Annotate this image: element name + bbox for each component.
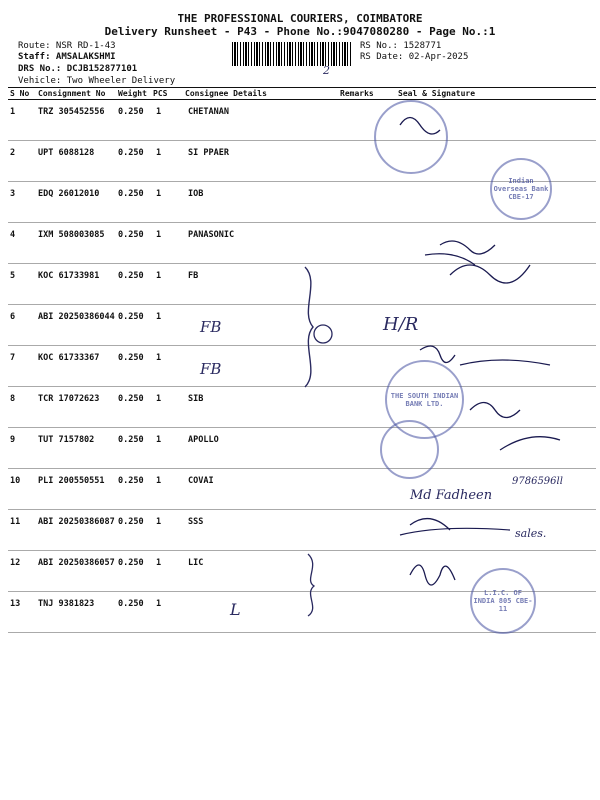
cell-pcs: 1 [156,394,162,404]
cell-sno: 9 [10,435,16,445]
cell-weight: 0.250 [118,353,144,363]
handwritten-phone: 9786596ll [512,476,563,487]
cell-sno: 11 [10,517,21,527]
cell-pcs: 1 [156,312,162,322]
col-weight: Weight [118,89,147,98]
cell-cons: IXM 508003085 [38,230,105,240]
cell-weight: 0.250 [118,312,144,322]
col-remarks: Remarks [340,89,374,98]
col-sno: S No [10,89,30,98]
cell-consignee: LIC [188,558,204,568]
cell-consignee: APOLLO [188,435,219,445]
cell-cons: TRZ 305452556 [38,107,105,117]
stamp-iob: Indian Overseas Bank CBE-17 [490,158,552,220]
cell-pcs: 1 [156,107,162,117]
cell-sno: 7 [10,353,16,363]
cell-weight: 0.250 [118,107,144,117]
header-top-rule [8,87,596,88]
cell-sno: 5 [10,271,16,281]
cell-cons: PLI 200550551 [38,476,105,486]
col-seal-signature: Seal & Signature [398,89,476,98]
stamp-sib: THE SOUTH INDIAN BANK LTD. [385,360,464,439]
cell-weight: 0.250 [118,517,144,527]
cell-weight: 0.250 [118,189,144,199]
cell-weight: 0.250 [118,435,144,445]
cell-pcs: 1 [156,435,162,445]
cell-consignee: COVAI [188,476,214,486]
staff: Staff: AMSALAKSHMI [18,52,116,62]
cell-consignee: CHETANAN [188,107,229,117]
cell-cons: ABI 20250386044 [38,312,115,322]
runsheet-title: Delivery Runsheet - P43 - Phone No.:9047080280 - Page No.:1 [104,25,496,38]
cell-pcs: 1 [156,148,162,158]
cell-pcs: 1 [156,271,162,281]
handwritten-name: Md Fadheen [410,488,493,503]
cell-pcs: 1 [156,353,162,363]
vehicle: Vehicle: Two Wheeler Delivery [18,76,176,86]
cell-consignee: FB [188,271,199,281]
cell-cons: KOC 61733367 [38,353,100,363]
cell-cons: UPT 6088128 [38,148,95,158]
handwritten-l: L [230,600,241,619]
cell-weight: 0.250 [118,148,144,158]
cell-pcs: 1 [156,476,162,486]
handwritten-circled-2: 2 [323,64,330,77]
cell-sno: 4 [10,230,16,240]
cell-sno: 13 [10,599,21,609]
cell-sno: 8 [10,394,16,404]
company-title: THE PROFESSIONAL COURIERS, COIMBATORE [177,12,423,25]
cell-cons: TUT 7157802 [38,435,95,445]
cell-consignee: SIB [188,394,204,404]
rs-date: RS Date: 02-Apr-2025 [360,52,469,62]
cell-weight: 0.250 [118,599,144,609]
rs-no: RS No.: 1528771 [360,41,442,51]
drs-no: DRS No.: DCJB152877101 [18,64,138,74]
cell-pcs: 1 [156,230,162,240]
cell-cons: TCR 17072623 [38,394,100,404]
col-consignment: Consignment No [38,89,106,98]
brace-mark-2 [300,550,330,620]
cell-cons: ABI 20250386087 [38,517,115,527]
cell-cons: ABI 20250386057 [38,558,115,568]
handwritten-hr: H/R [383,314,419,335]
cell-weight: 0.250 [118,271,144,281]
cell-weight: 0.250 [118,558,144,568]
cell-cons: EDQ 26012010 [38,189,100,199]
cell-pcs: 1 [156,599,162,609]
cell-sno: 10 [10,476,21,486]
cell-consignee: SSS [188,517,204,527]
cell-weight: 0.250 [118,230,144,240]
signature-scribbles [380,105,600,625]
cell-consignee: IOB [188,189,204,199]
handwritten-fb-2: FB [200,360,222,378]
cell-pcs: 1 [156,517,162,527]
cell-weight: 0.250 [118,394,144,404]
cell-sno: 12 [10,558,21,568]
cell-sno: 2 [10,148,16,158]
brace-mark [295,262,335,392]
cell-pcs: 1 [156,558,162,568]
cell-sno: 1 [10,107,16,117]
cell-weight: 0.250 [118,476,144,486]
handwritten-fb-1: FB [200,318,222,336]
cell-sno: 3 [10,189,16,199]
col-consignee: Consignee Details [185,89,267,98]
cell-cons: TNJ 9381823 [38,599,95,609]
cell-consignee: PANASONIC [188,230,235,240]
cell-consignee: SI PPAER [188,148,229,158]
route: Route: NSR RD-1-43 [18,41,116,51]
cell-sno: 6 [10,312,16,322]
stamp-lic: L.I.C. OF INDIA 805 CBE-11 [470,568,536,634]
cell-pcs: 1 [156,189,162,199]
barcode [232,42,352,66]
col-pcs: PCS [153,89,168,98]
cell-cons: KOC 61733981 [38,271,100,281]
handwritten-sss: sales. [515,527,547,540]
